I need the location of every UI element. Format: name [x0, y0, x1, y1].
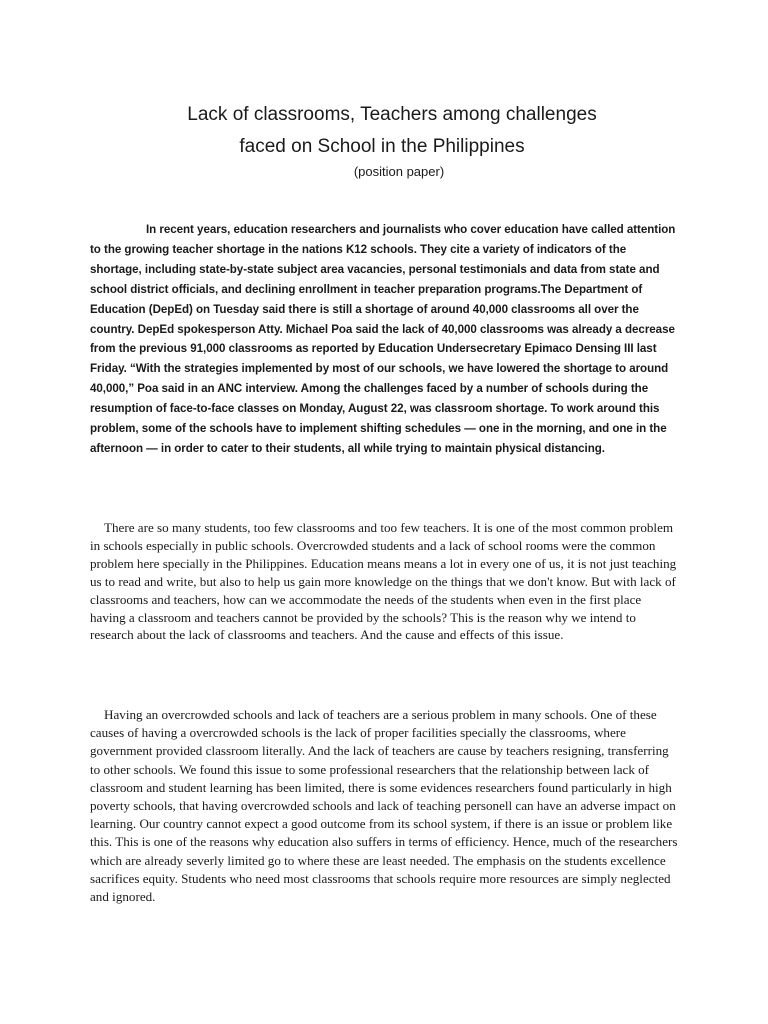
document-title-line-2: faced on School in the Philippines — [239, 136, 525, 157]
document-title-line-1: Lack of classrooms, Teachers among challenges — [187, 104, 597, 125]
document-subtitle: (position paper) — [353, 164, 445, 179]
paragraph-problem: There are so many students, too few classrooms and too few teachers. It is one of the most common problem in schools especially in public schools. Overcrowded students and a lack of school rooms were the common problem here specially in the Philippines. Education means means a lot in every one of us, it is not just teaching us to read and write, but also to help us gain more knowledge on the things that we don't know. But with lack of classrooms and teachers, how can we accommodate the needs of the students when even in the first place having a classroom and teachers cannot be provided by the schools? This is the reason why we intend to research about the lack of classrooms and teachers. And the cause and effects of this issue. — [90, 520, 677, 643]
paragraph-intro: In recent years, education researchers and journalists who cover education have called attention to the growing teacher shortage in the nations K12 schools. They cite a variety of indicators of the shortage, including state-by-state subject area vacancies, personal testimonials and data from state and school district officials, and declining enrollment in teacher preparation programs.The Department of Education (DepEd) on Tuesday said there is still a shortage of around 40,000 classrooms all over the country. DepEd spokesperson Atty. Michael Poa said the lack of 40,000 classrooms was already a decrease from the previous 91,000 classrooms as reported by Education Undersecretary Epimaco Densing III last Friday. “With the strategies implemented by most of our schools, we have lowered the shortage to around 40,000,” Poa said in an ANC interview. Among the challenges faced by a number of schools during the resumption of face-to-face classes on Monday, August 22, was classroom shortage. To work around this problem, some of the schools have to implement shifting schedules — one in the morning, and one in the afternoon — in order to cater to their students, all while trying to maintain physical distancing. — [90, 223, 676, 455]
paragraph-causes: Having an overcrowded schools and lack of teachers are a serious problem in many schools. One of these causes of having a overcrowded schools is the lack of proper facilities specially the classrooms, where government provided classroom literally. And the lack of teachers are cause by teachers resigning, transferring to other schools. We found this issue to some professional researchers that the relationship between lack of classroom and student learning has been limited, there is some evidences researchers found particularly in high poverty schools, that having overcrowded schools and lack of teaching personell can have an adverse impact on learning. Our country cannot expect a good outcome from its school system, if there is an issue or problem like this. This is one of the reasons why education also suffers in terms of efficiency. Hence, much of the researchers which are already severly limited go to where these are least needed. The emphasis on the students excellence sacrifices equity. Students who need most classrooms that schools require more resources are simply neglected and ignored. — [90, 707, 678, 905]
